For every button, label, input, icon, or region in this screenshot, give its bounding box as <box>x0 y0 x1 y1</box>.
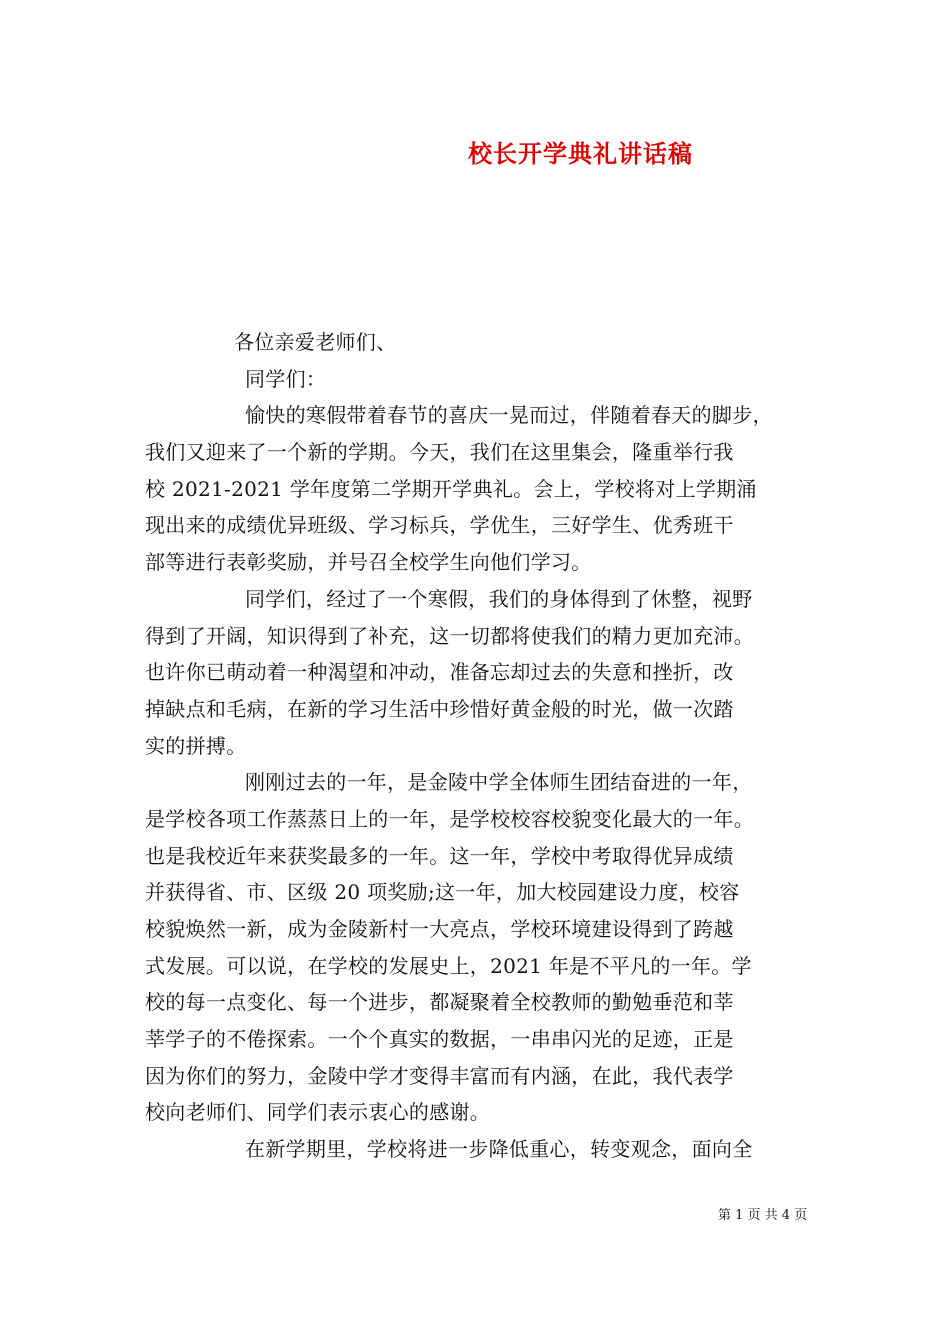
paragraph-line: 式发展。可以说，在学校的发展史上，2021 年是不平凡的一年。学 <box>145 954 752 978</box>
paragraph-line: 在新学期里，学校将进一步降低重心，转变观念，面向全 <box>245 1137 753 1161</box>
paragraph-line: 刚刚过去的一年，是金陵中学全体师生团结奋进的一年， <box>245 770 753 794</box>
paragraph-line: 部等进行表彰奖励，并号召全校学生向他们学习。 <box>145 550 592 574</box>
document-title: 校长开学典礼讲话稿 <box>468 139 693 168</box>
paragraph-line: 同学们，经过了一个寒假，我们的身体得到了休整，视野 <box>245 587 753 611</box>
paragraph-line: 莘学子的不倦探索。一个个真实的数据，一串串闪光的足迹，正是 <box>145 1027 734 1051</box>
paragraph-line: 是学校各项工作蒸蒸日上的一年，是学校校容校貌变化最大的一年。 <box>145 807 754 831</box>
salutation-line: 各位亲爱老师们、 <box>234 330 397 354</box>
paragraph-line: 也是我校近年来获奖最多的一年。这一年，学校中考取得优异成绩 <box>145 844 734 868</box>
paragraph-line: 校貌焕然一新，成为金陵新村一大亮点，学校环境建设得到了跨越 <box>145 917 734 941</box>
paragraph-line: 校的每一点变化、每一个进步，都凝聚着全校教师的勤勉垂范和莘 <box>145 990 734 1014</box>
page-number-footer: 第 1 页 共 4 页 <box>718 1208 808 1223</box>
salutation-line: 同学们： <box>245 367 327 391</box>
paragraph-line: 实的拼搏。 <box>145 734 247 758</box>
paragraph-line: 也许你已萌动着一种渴望和冲动，准备忘却过去的失意和挫折，改 <box>145 660 734 684</box>
paragraph-line: 因为你们的努力，金陵中学才变得丰富而有内涵，在此，我代表学 <box>145 1064 734 1088</box>
paragraph-line: 校向老师们、同学们表示衷心的感谢。 <box>145 1100 491 1124</box>
paragraph-line: 我们又迎来了一个新的学期。今天，我们在这里集会，隆重举行我 <box>145 440 734 464</box>
paragraph-line: 并获得省、市、区级 20 项奖励;这一年，加大校园建设力度，校容 <box>145 880 740 904</box>
paragraph-line: 掉缺点和毛病，在新的学习生活中珍惜好黄金般的时光，做一次踏 <box>145 697 734 721</box>
paragraph-line: 得到了开阔，知识得到了补充，这一切都将使我们的精力更加充沛。 <box>145 624 754 648</box>
paragraph-line: 校 2021-2021 学年度第二学期开学典礼。会上，学校将对上学期涌 <box>145 477 757 501</box>
paragraph-line: 现出来的成绩优异班级、学习标兵，学优生，三好学生、优秀班干 <box>145 513 734 537</box>
paragraph-line: 愉快的寒假带着春节的喜庆一晃而过，伴随着春天的脚步， <box>245 403 773 427</box>
